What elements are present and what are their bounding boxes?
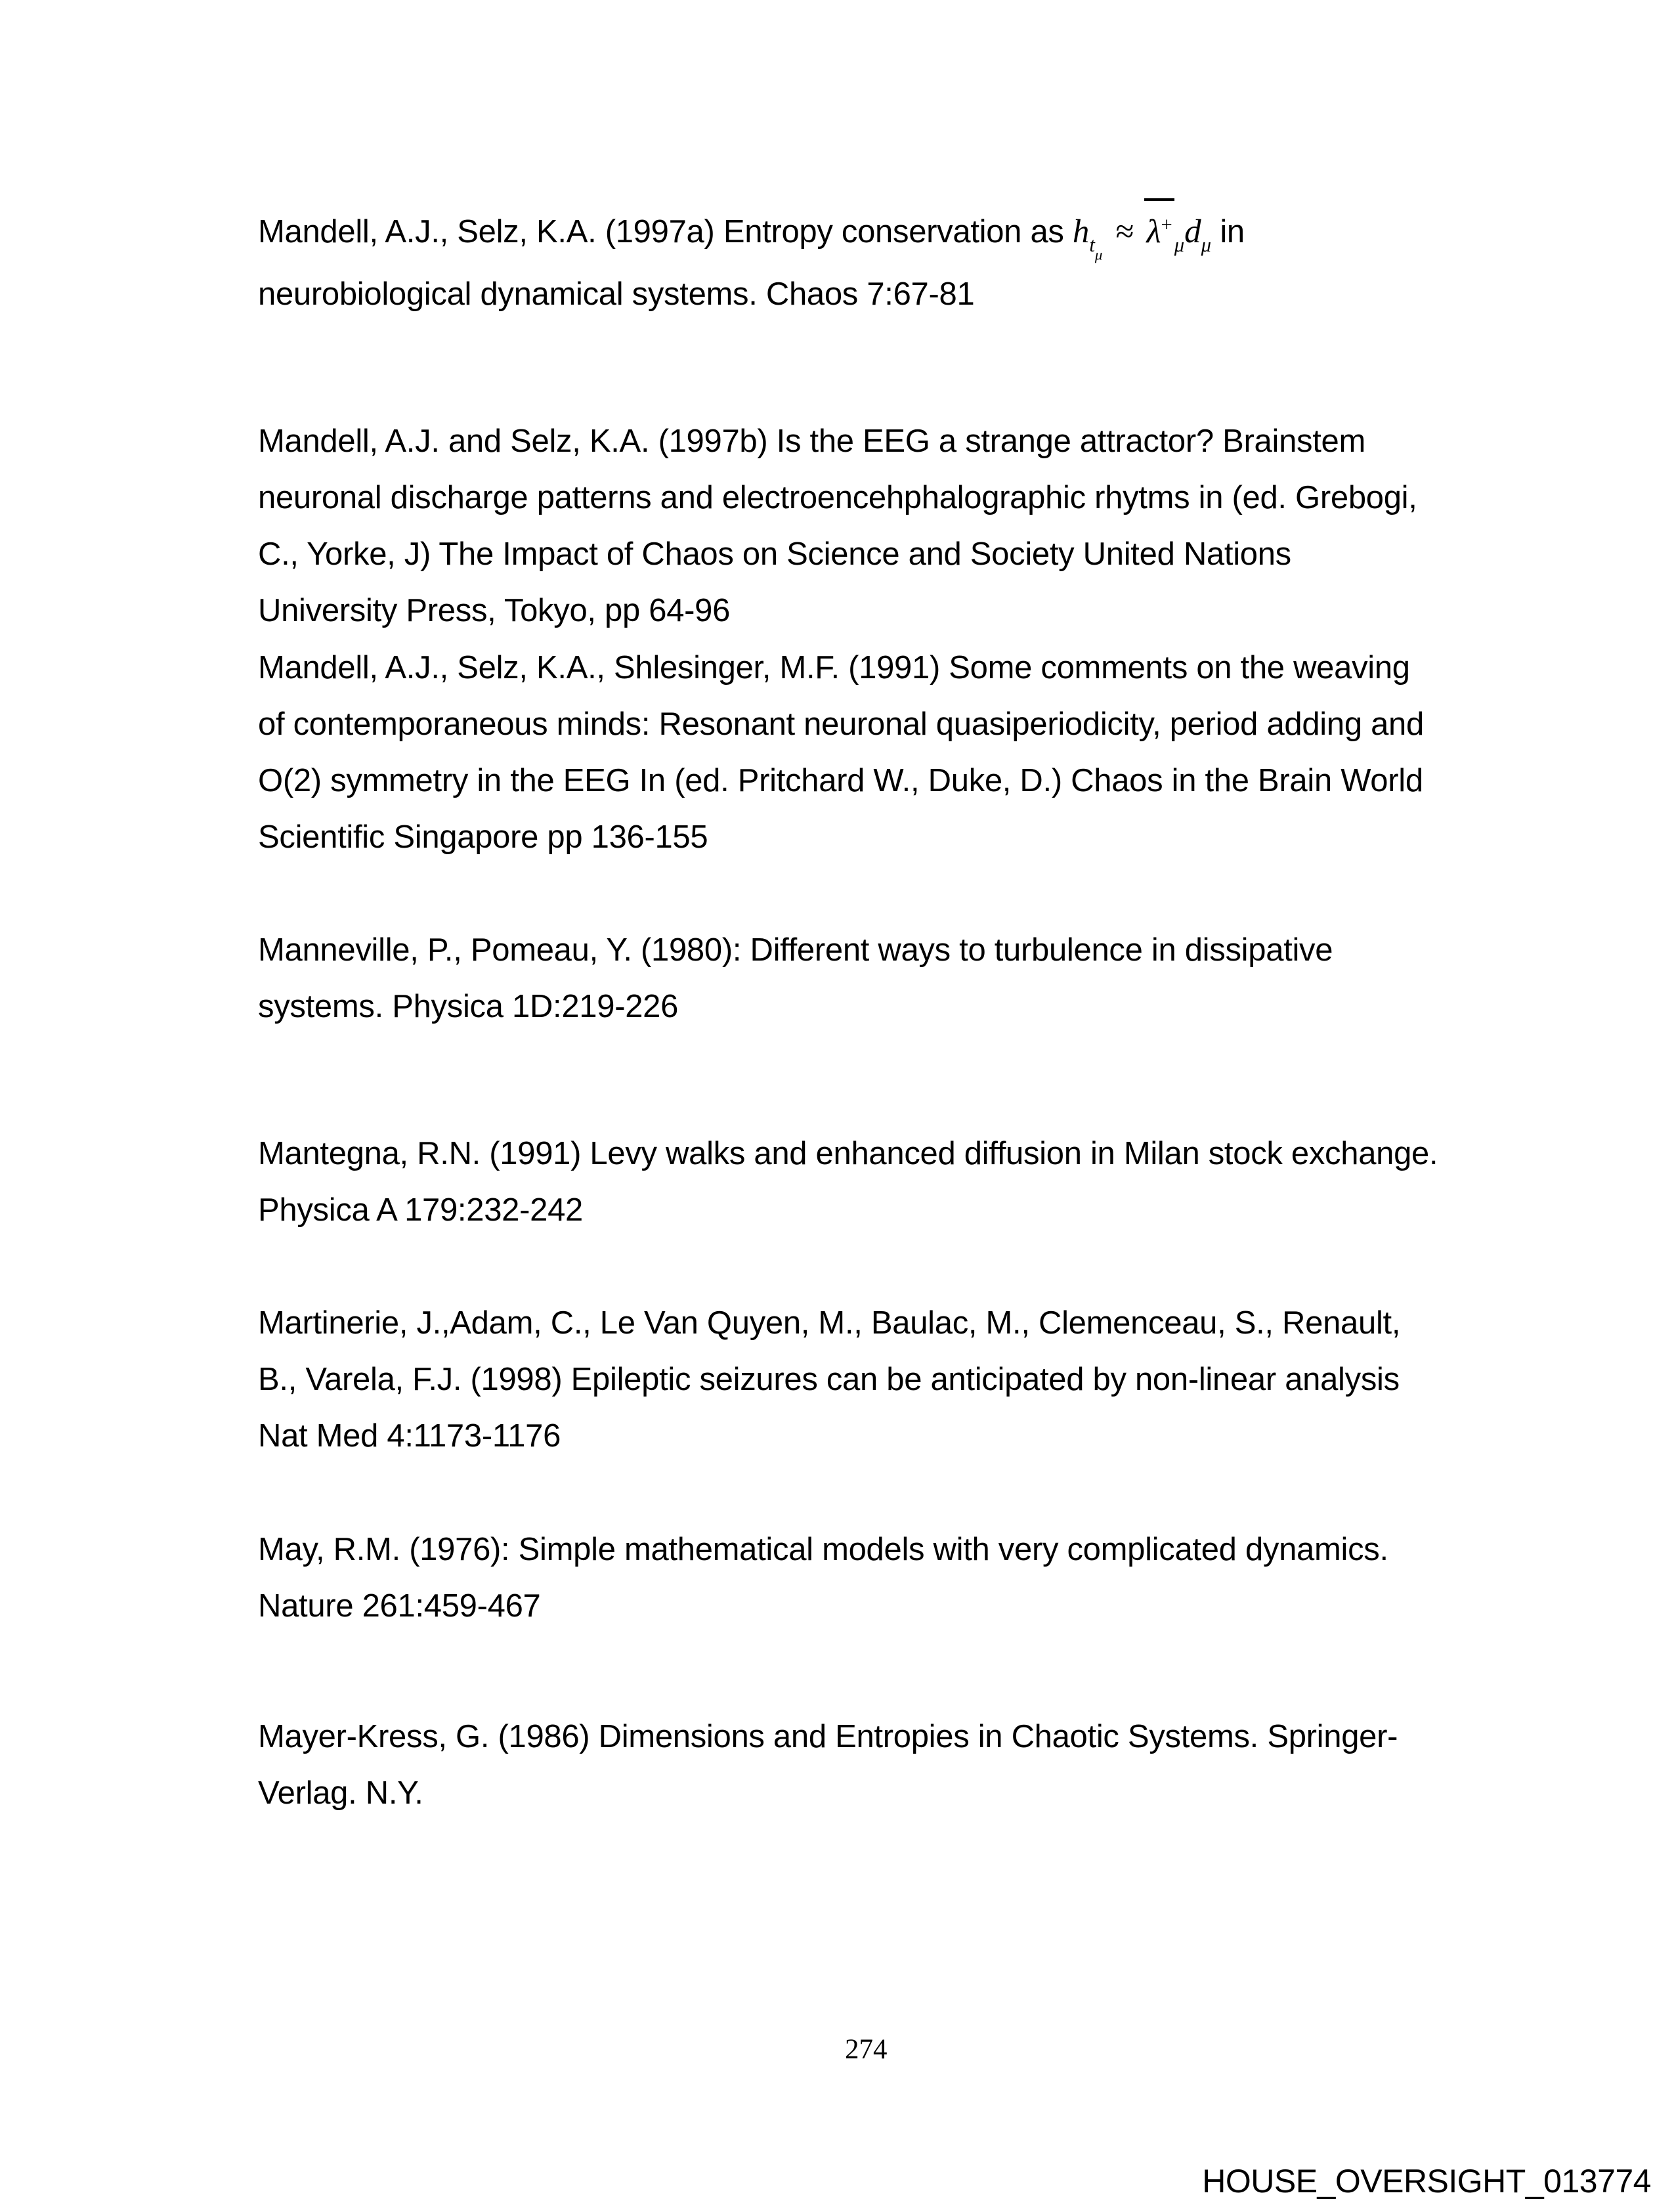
reference-mayer-kress-1986 (258, 1708, 1398, 1821)
reference-text: B., Varela, F.J. (1998) Epileptic seizures can be anticipated by non-linear analysis (258, 1362, 1400, 1397)
reference-text: Scientific Singapore pp 136-155 (258, 819, 708, 855)
reference-text: Mandell, A.J., Selz, K.A. (1997a) Entropy conservation as (258, 214, 1064, 249)
reference-text: in (1220, 214, 1245, 249)
reference-text: Verlag. N.Y. (258, 1775, 423, 1811)
reference-martinerie-varela-1998 (258, 1295, 1400, 1464)
formula-d: d (1184, 213, 1201, 250)
reference-text: neurobiological dynamical systems. Chaos 7:67-81 (258, 276, 975, 312)
formula-approx-sign: ≈ (1115, 213, 1134, 250)
reference-text: Mandell, A.J., Selz, K.A., Shlesinger, M.F. (1991) Some comments on the weaving (258, 650, 1410, 685)
formula-lambda-bar: λ+ (1144, 198, 1174, 260)
reference-may-1976 (258, 1521, 1388, 1634)
formula-subsubscript-mu: μ (1094, 246, 1103, 263)
reference-text: systems. Physica 1D:219-226 (258, 989, 679, 1024)
reference-text: C., Yorke, J) The Impact of Chaos on Science and Society United Nations (258, 536, 1291, 572)
reference-mantegna-1991 (258, 1125, 1438, 1238)
reference-text: Mayer-Kress, G. (1986) Dimensions and Entropies in Chaotic Systems. Springer- (258, 1719, 1398, 1754)
reference-text: O(2) symmetry in the EEG In (ed. Pritchard W., Duke, D.) Chaos in the Brain World (258, 763, 1423, 798)
reference-text: Mandell, A.J. and Selz, K.A. (1997b) Is the EEG a strange attractor? Brainstem (258, 423, 1366, 459)
formula-d-subscript-mu: μ (1201, 233, 1212, 256)
reference-mandell-selz-shlesinger-1991 (258, 640, 1424, 865)
reference-text: Mantegna, R.N. (1991) Levy walks and enhanced diffusion in Milan stock exchange. (258, 1136, 1438, 1171)
page-number: 274 (845, 2034, 888, 2065)
bates-stamp: HOUSE_OVERSIGHT_013774 (1202, 2163, 1651, 2200)
reference-mandell-selz-1997a-line1 (258, 198, 1245, 263)
reference-mandell-selz-1997a-line2 (258, 266, 974, 322)
reference-text: Martinerie, J.,Adam, C., Le Van Quyen, M., Baulac, M., Clemenceau, S., Renault, (258, 1305, 1401, 1341)
reference-text: University Press, Tokyo, pp 64-96 (258, 593, 731, 628)
entropy-conservation-formula (1072, 213, 1212, 263)
reference-text: Nat Med 4:1173-1176 (258, 1418, 561, 1454)
reference-text: May, R.M. (1976): Simple mathematical models with very complicated dynamics. (258, 1532, 1388, 1567)
reference-mandell-selz-1997b (258, 413, 1417, 639)
formula-lambda-subscript-mu: μ (1174, 233, 1185, 256)
reference-text: of contemporaneous minds: Resonant neuronal quasiperiodicity, period adding and (258, 706, 1424, 742)
reference-text: Manneville, P., Pomeau, Y. (1980): Different ways to turbulence in dissipative (258, 932, 1333, 968)
formula-subscript-t: tμ (1089, 233, 1103, 263)
reference-text: Nature 261:459-467 (258, 1588, 541, 1624)
reference-text: neuronal discharge patterns and electroencehphalographic rhytms in (ed. Grebogi, (258, 480, 1417, 515)
reference-text: Physica A 179:232-242 (258, 1192, 583, 1228)
formula-h: h (1072, 213, 1090, 250)
reference-manneville-pomeau-1980 (258, 922, 1333, 1035)
formula-superscript-plus: + (1161, 213, 1172, 236)
